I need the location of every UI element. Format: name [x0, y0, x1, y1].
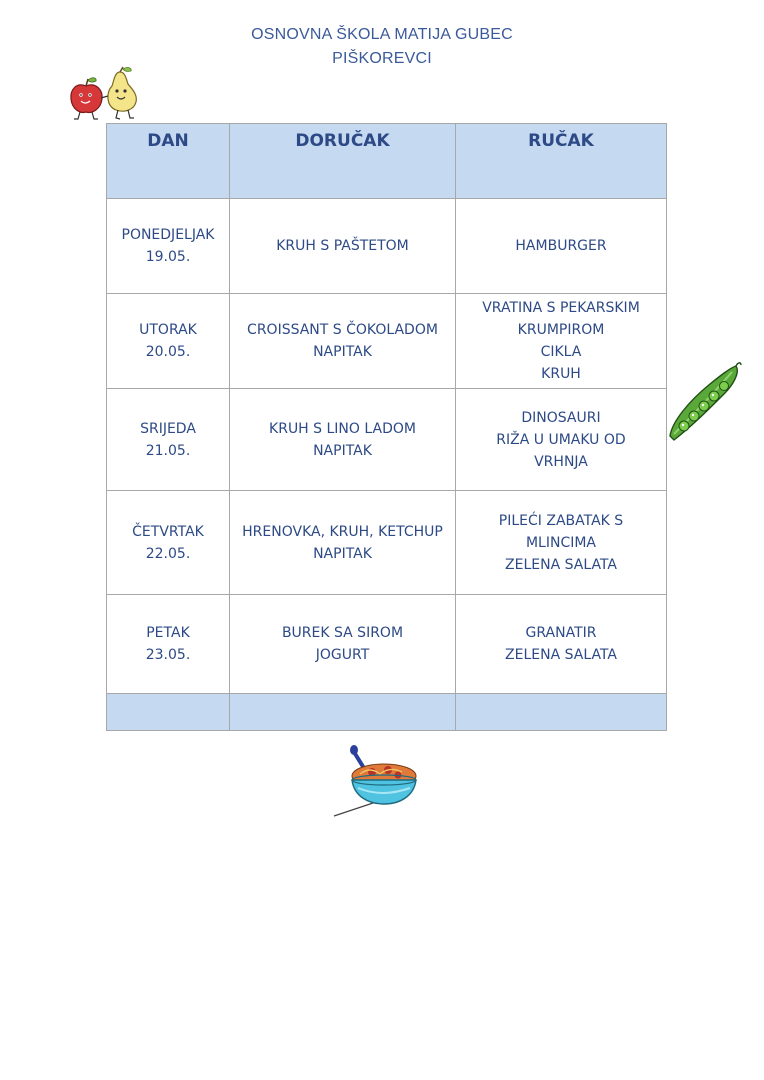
lunch-item: PILEĆI ZABATAK S [498, 512, 624, 529]
breakfast-cell [230, 389, 456, 491]
pasta-bowl-icon [332, 744, 422, 818]
day-cell [107, 491, 230, 595]
footer-cell [230, 694, 456, 731]
table-row [107, 491, 667, 595]
footer-cell [107, 694, 230, 731]
lunch-item: KRUMPIROM [517, 322, 605, 338]
school-name: OSNOVNA ŠKOLA MATIJA GUBEC [251, 26, 513, 43]
breakfast-item: KRUH S PAŠTETOM [276, 238, 409, 254]
day-date: 20.05. [145, 344, 191, 360]
table-row [107, 294, 667, 389]
lunch-item: RIŽA U UMAKU OD [496, 431, 626, 448]
day-cell [107, 595, 230, 694]
lunch-cell [456, 294, 667, 389]
lunch-item: VRATINA S PEKARSKIM [482, 300, 640, 316]
day-name: SRIJEDA [140, 420, 196, 437]
lunch-item: ZELENA SALATA [505, 556, 617, 573]
peas-pod-icon [664, 362, 742, 444]
table-row [107, 199, 667, 294]
header-lunch: RUČAK [456, 124, 667, 199]
footer-row [107, 694, 667, 731]
table-row [107, 389, 667, 491]
apple-pear-icon [68, 66, 144, 122]
lunch-cell [456, 595, 667, 694]
day-cell [107, 199, 230, 294]
day-cell [107, 294, 230, 389]
header-breakfast: DORUČAK [230, 124, 456, 199]
lunch-item: VRHNJA [534, 453, 588, 470]
day-name: PETAK [146, 625, 190, 641]
day-name: PONEDJELJAK [121, 227, 215, 243]
day-name: ČETVRTAK [132, 523, 204, 540]
lunch-cell [456, 389, 667, 491]
footer-cell [456, 694, 667, 731]
breakfast-cell [230, 595, 456, 694]
day-date: 19.05. [145, 249, 191, 265]
day-date: 22.05. [145, 545, 191, 562]
breakfast-item: KRUH S LINO LADOM [269, 420, 416, 437]
breakfast-item: JOGURT [315, 647, 370, 663]
breakfast-cell [230, 294, 456, 389]
breakfast-cell [230, 491, 456, 595]
lunch-item: CIKLA [540, 344, 582, 360]
lunch-item: MLINCIMA [525, 534, 597, 551]
day-name: UTORAK [139, 322, 197, 338]
school-place: PIŠKOREVCI [332, 50, 432, 67]
breakfast-cell [230, 199, 456, 294]
header-day: DAN [107, 124, 230, 199]
table-row [107, 595, 667, 694]
breakfast-item: NAPITAK [313, 545, 372, 562]
lunch-cell [456, 491, 667, 595]
lunch-item: KRUH [541, 366, 581, 382]
breakfast-item: HRENOVKA, KRUH, KETCHUP [242, 523, 443, 540]
header-row [107, 124, 667, 199]
day-date: 23.05. [145, 647, 191, 663]
day-cell [107, 389, 230, 491]
lunch-item: GRANATIR [525, 625, 597, 641]
breakfast-item: NAPITAK [313, 442, 372, 459]
lunch-item: DINOSAURI [521, 409, 601, 426]
lunch-cell [456, 199, 667, 294]
lunch-item: ZELENA SALATA [505, 647, 617, 663]
breakfast-item: CROISSANT S ČOKOLADOM [247, 322, 438, 338]
breakfast-item: NAPITAK [313, 344, 372, 360]
breakfast-item: BUREK SA SIROM [281, 625, 404, 641]
menu-table [106, 123, 667, 731]
day-date: 21.05. [145, 442, 191, 459]
lunch-item: HAMBURGER [515, 238, 607, 254]
